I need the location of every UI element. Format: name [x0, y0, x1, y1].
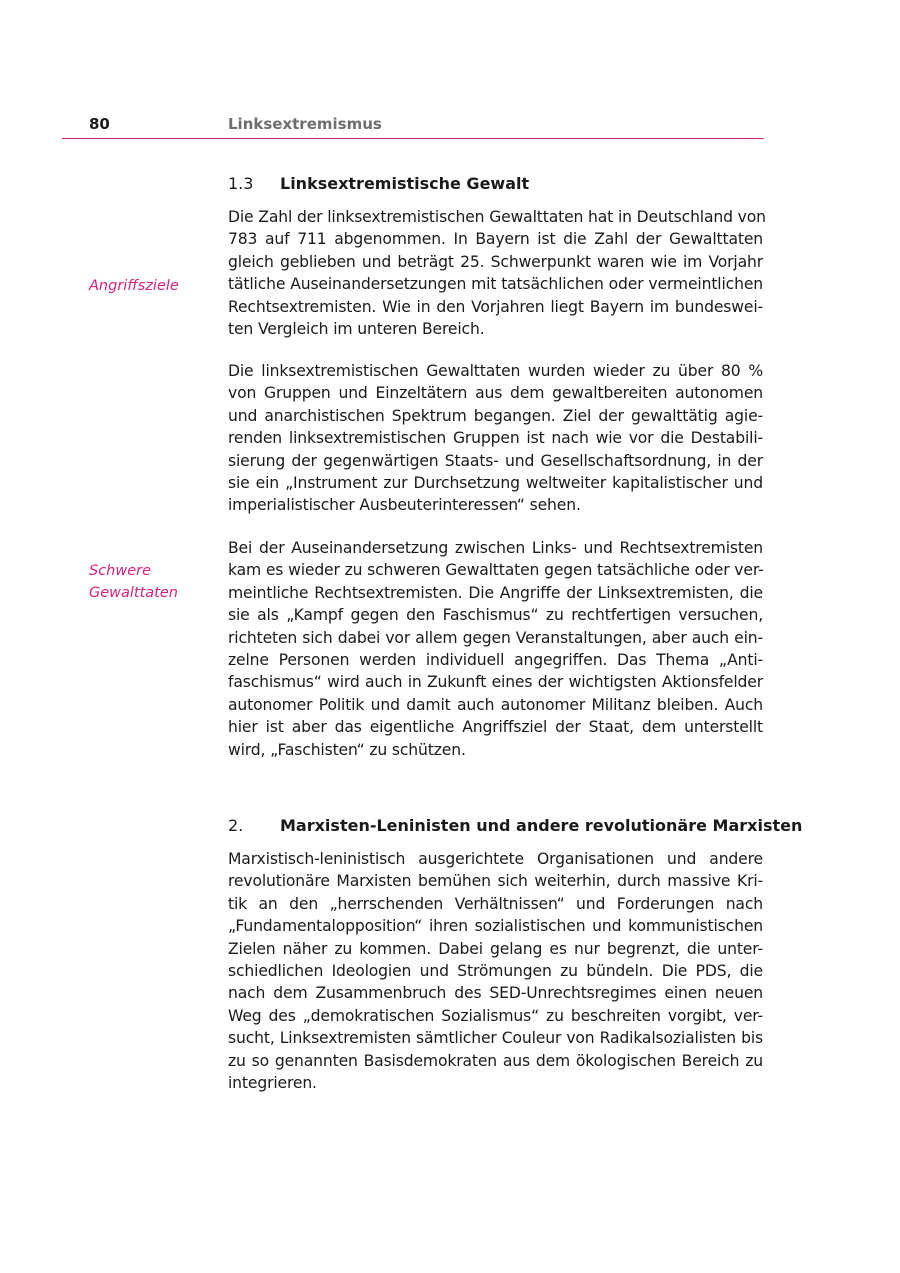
- text-line: tätliche Auseinandersetzungen mit tatsächlichen oder vermeintlichen: [228, 275, 763, 294]
- text-line: tik an den „herrschenden Verhältnissen“ und Forderungen nach: [228, 894, 763, 913]
- text-line: autonomer Politik und damit auch autonomer Militanz bleiben. Auch: [228, 695, 763, 714]
- text-line: Weg des „demokratischen Sozialismus“ zu beschreiten vorgibt, ver-: [228, 1006, 763, 1025]
- margin-note-angriffsziele: [89, 275, 219, 297]
- text-line: Marxistisch-leninistisch ausgerichtete Organisationen und andere: [228, 850, 763, 868]
- section-title: Linksextremistische Gewalt: [280, 174, 530, 193]
- text-line: richteten sich dabei vor allem gegen Veranstaltungen, aber auch ein-: [228, 628, 763, 647]
- text-line: Zielen näher zu kommen. Dabei gelang es nur begrenzt, die unter-: [228, 939, 763, 958]
- text-line: von Gruppen und Einzeltätern aus dem gewaltbereiten autonomen: [228, 384, 763, 403]
- text-line: hier ist aber das eigentliche Angriffsziel der Staat, dem unterstellt: [228, 718, 763, 737]
- margin-note-line: Schwere: [89, 563, 152, 579]
- text-line: sie als „Kampf gegen den Faschismus“ zu rechtfertigen versuchen,: [228, 606, 763, 625]
- text-line: wird, „Faschisten“ zu schützen.: [228, 740, 466, 759]
- text-line: integrieren.: [228, 1074, 317, 1093]
- text-line: zu so genannten Basisdemokraten aus dem ökologischen Bereich zu: [228, 1051, 763, 1070]
- text-line: Rechtsextremisten. Wie in den Vorjahren liegt Bayern im bundeswei-: [228, 297, 763, 316]
- running-title: Linksextremismus: [228, 115, 382, 133]
- text-line: faschismus“ wird auch in Zukunft eines der wichtigsten Aktionsfelder: [228, 673, 763, 692]
- section-title: Marxisten-Leninisten und andere revolutionäre Marxisten: [280, 816, 803, 835]
- margin-note-schwere-gewalttaten: [89, 560, 219, 605]
- text-line: „Fundamentalopposition“ ihren sozialistischen und kommunistischen: [228, 917, 763, 936]
- text-line: sie ein „Instrument zur Durchsetzung weltweiter kapitalistischer und: [228, 474, 763, 493]
- margin-note-label: Angriffsziele: [89, 278, 179, 294]
- page-number: 80: [89, 115, 110, 133]
- text-line: gleich geblieben und beträgt 25. Schwerpunkt waren wie im Vorjahr: [228, 252, 763, 271]
- page-header: [62, 112, 764, 139]
- text-line: schiedlichen Ideologien und Strömungen zu bündeln. Die PDS, die: [228, 962, 763, 981]
- text-line: kam es wieder zu schweren Gewalttaten gegen tatsächliche oder ver-: [228, 561, 764, 580]
- paragraph-2: [228, 360, 763, 517]
- text-line: Die Zahl der linksextremistischen Gewalttaten hat in Deutschland von: [228, 208, 766, 226]
- section-number: 2.: [228, 816, 244, 835]
- text-line: ten Vergleich im unteren Bereich.: [228, 320, 485, 339]
- text-line: zelne Personen werden individuell angegriffen. Das Thema „Anti-: [228, 651, 763, 670]
- text-line: und anarchistischen Spektrum begangen. Ziel der gewalttätig agie-: [228, 406, 763, 425]
- text-line: meintliche Rechtsextremisten. Die Angriffe der Linksextremisten, die: [228, 583, 763, 602]
- text-line: 783 auf 711 abgenommen. In Bayern ist die Zahl der Gewalttaten: [228, 230, 763, 249]
- paragraph-4: [228, 848, 763, 1094]
- text-line: renden linksextremistischen Gruppen ist nach wie vor die Destabili-: [228, 429, 763, 448]
- text-line: sierung der gegenwärtigen Staats- und Gesellschaftsordnung, in der: [228, 451, 763, 470]
- text-line: revolutionäre Marxisten bemühen sich weiterhin, durch massive Kri-: [228, 872, 763, 891]
- text-line: Bei der Auseinandersetzung zwischen Links- und Rechtsextremisten: [228, 539, 763, 557]
- text-line: Die linksextremistischen Gewalttaten wurden wieder zu über 80 %: [228, 362, 763, 380]
- section-number: 1.3: [228, 174, 254, 193]
- margin-note-line: Gewalttaten: [89, 585, 178, 602]
- text-line: nach dem Zusammenbruch des SED-Unrechtsregimes einen neuen: [228, 984, 763, 1003]
- text-line: imperialistischer Ausbeuterinteressen“ sehen.: [228, 496, 581, 515]
- paragraph-1: [228, 206, 766, 340]
- text-line: sucht, Linksextremisten sämtlicher Couleur von Radikalsozialisten bis: [228, 1029, 763, 1048]
- paragraph-3: [228, 537, 763, 761]
